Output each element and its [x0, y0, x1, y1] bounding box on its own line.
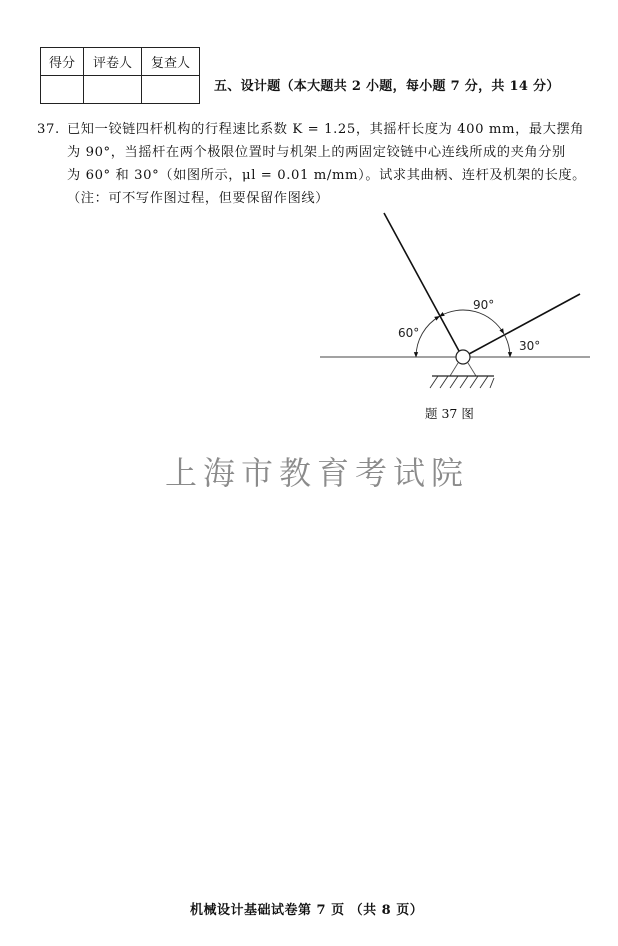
question-line-4: （注：可不写作图过程，但要保留作图线）: [67, 191, 329, 206]
angle-label-30: 30°: [519, 339, 541, 353]
rocker-left-position: [384, 213, 459, 351]
question-line-2: 为 90°，当摇杆在两个极限位置时与机架上的两固定铰链中心连线所成的夹角分别: [67, 145, 566, 160]
header-reviewer: 复查人: [142, 48, 200, 76]
watermark: 上海市教育考试院: [165, 454, 470, 492]
question-text-1: 已知一铰链四杆机构的行程速比系数 K = 1.25，其摇杆长度为 400 mm，最大摆角: [67, 122, 585, 137]
angle-arc-30: [504, 334, 510, 358]
ground-hatch: [430, 376, 494, 388]
angle-label-60: 60°: [398, 326, 420, 340]
angle-label-90: 90°: [473, 298, 495, 312]
angle-arc-90: [440, 310, 504, 333]
section-title: 五、设计题（本大题共 2 小题，每小题 7 分，共 14 分）: [214, 79, 560, 94]
angle-arc-60: [416, 316, 440, 357]
question-number: 37.: [37, 122, 60, 137]
pivot-joint: [456, 350, 470, 364]
page-footer: 机械设计基础试卷第 7 页 （共 8 页）: [190, 903, 424, 918]
question-line-3: 为 60° 和 30°（如图所示，μl = 0.01 m/mm）。试求其曲柄、连杆及机架的长度。: [67, 168, 586, 183]
header-score: 得分: [41, 48, 84, 76]
header-grader: 评卷人: [84, 48, 142, 76]
figure-caption: 题 37 图: [425, 406, 474, 421]
